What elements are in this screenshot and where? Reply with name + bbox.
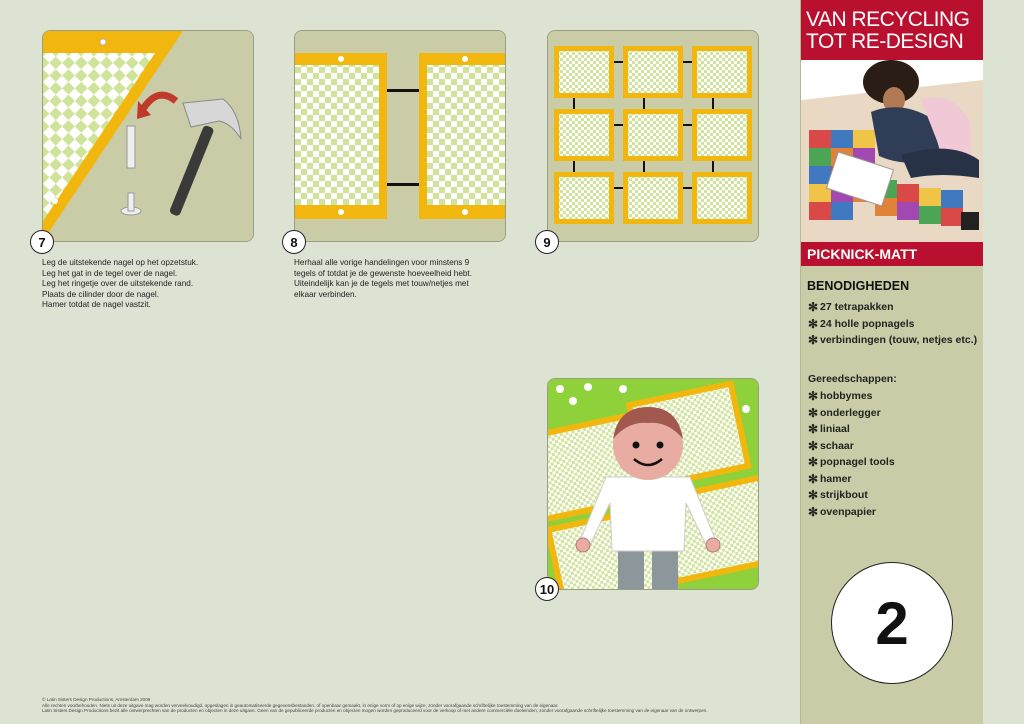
materials-heading: BENODIGHEDEN (807, 279, 910, 293)
step-7-illustration (43, 31, 253, 241)
step-7-panel (42, 30, 254, 242)
asterisk-icon: ✻ (808, 471, 819, 486)
tools-heading: Gereedschappen: (808, 373, 897, 385)
footer-line: © Latin Sisters Design Productions, Amsterdam 2009 (42, 697, 151, 702)
asterisk-icon: ✻ (808, 422, 819, 436)
caption-line: Uiteindelijk kan je de tegels met touw/netjes met (294, 279, 469, 288)
asterisk-icon: ✻ (808, 455, 819, 469)
list-item-label: strijkbout (820, 489, 868, 501)
asterisk-icon: ✻ (808, 488, 819, 502)
step-8-caption (294, 258, 472, 300)
list-item (808, 317, 978, 331)
step-9-illustration (548, 31, 758, 241)
footer-line: Latin Sisters Design Productions bezit alle ontwerprechten van de producten en objecten in deze uitgave. Geen van de gepubliceerde producten en objecten mogen worden geproduceerd voor de verkoop of met andere commerciële doeleinden, zonder voorafgaande schriftelijke toestemming van de eigenaar van de ontwerpen. (42, 708, 708, 713)
sidebar (800, 0, 983, 724)
asterisk-icon: ✻ (808, 300, 819, 314)
list-item-label: 24 holle popnagels (820, 317, 915, 330)
series-title-line1: VAN RECYCLING (806, 8, 970, 31)
materials-list (808, 300, 978, 350)
project-name: PICKNICK-MATT (801, 242, 983, 266)
asterisk-icon: ✻ (808, 389, 819, 403)
list-item (808, 389, 978, 403)
step-8-panel (294, 30, 506, 242)
asterisk-icon: ✻ (808, 316, 819, 331)
caption-line: Hamer totdat de nagel vastzit. (42, 300, 151, 309)
list-item (808, 472, 978, 486)
list-item (808, 406, 978, 420)
asterisk-icon: ✻ (808, 504, 819, 519)
step-9-number: 9 (535, 230, 559, 254)
list-item (808, 422, 978, 436)
caption-line: Plaats de cilinder door de nagel. (42, 289, 159, 299)
asterisk-icon: ✻ (808, 438, 819, 453)
caption-line: Leg het gat in de tegel over de nagel. (42, 268, 178, 278)
list-item-label: schaar (820, 439, 854, 452)
caption-line: Leg het ringetje over de uitstekende rand. (42, 279, 194, 288)
caption-line: Herhaal alle vorige handelingen voor minstens 9 (294, 258, 470, 267)
caption-line: elkaar verbinden. (294, 289, 357, 299)
list-item-label: 27 tetrapakken (820, 301, 894, 313)
list-item (808, 455, 978, 469)
list-item (808, 505, 978, 519)
step-7-number: 7 (30, 230, 54, 254)
step-8-number: 8 (282, 230, 306, 254)
list-item-label: popnagel tools (820, 456, 895, 468)
footer-line: Alle rechten voorbehouden. Niets uit deze uitgave mag worden verveelvoudigd, opgeslagen in geautomatiseerde gegevensbestanden, of openbaar gemaakt, in enige vorm of op enige wijze, zonder voorafgaande schriftelijke toestemming van de eigenaar. (42, 702, 559, 708)
step-10-illustration (548, 379, 758, 589)
copyright-footer (42, 697, 708, 714)
list-item-label: onderlegger (820, 406, 881, 419)
step-10-number: 10 (535, 577, 559, 601)
list-item-label: liniaal (820, 423, 850, 435)
caption-line: Leg de uitstekende nagel op het opzetstuk. (42, 258, 199, 267)
series-title-line2: TOT RE-DESIGN (806, 30, 964, 53)
step-7-caption (42, 258, 198, 311)
step-10-panel (547, 378, 759, 590)
list-item-label: hobbymes (820, 390, 873, 402)
page-number: 2 (831, 562, 953, 684)
tools-section (808, 372, 978, 521)
asterisk-icon: ✻ (808, 333, 819, 347)
caption-line: tegels of totdat je de gewenste hoeveelheid hebt. (294, 268, 472, 278)
list-item-label: hamer (820, 472, 852, 485)
list-item-label: ovenpapier (820, 505, 877, 518)
series-title (801, 0, 983, 60)
step-8-illustration (295, 31, 505, 241)
project-photo (801, 60, 983, 242)
list-item (808, 488, 978, 502)
list-item-label: verbindingen (touw, netjes etc.) (820, 334, 978, 346)
list-item (808, 333, 978, 347)
list-item (808, 300, 978, 314)
list-item (808, 439, 978, 453)
step-9-panel (547, 30, 759, 242)
asterisk-icon: ✻ (808, 405, 819, 420)
